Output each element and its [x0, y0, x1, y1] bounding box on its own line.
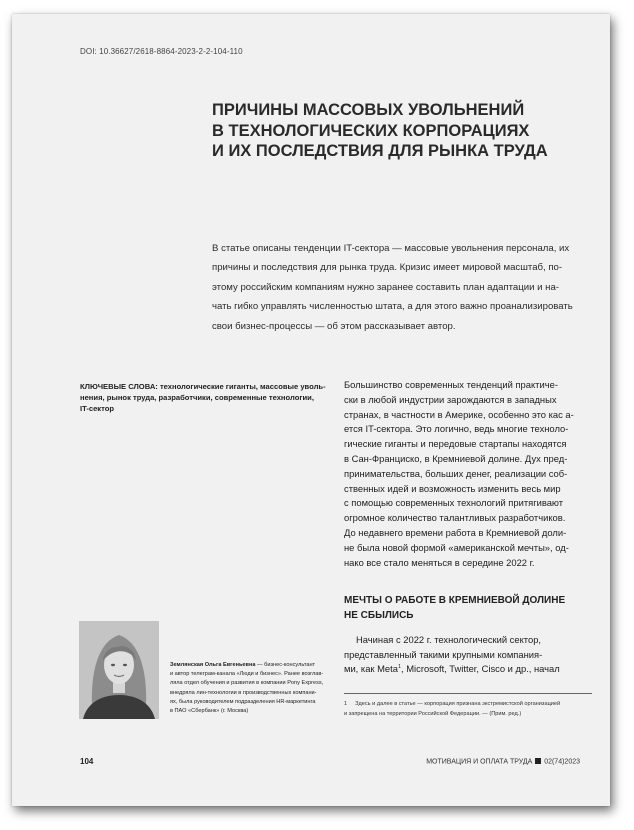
author-bio-line: ляла отдел обучения и развития в компании Pony Express,	[170, 680, 324, 687]
author-bio-line	[170, 661, 330, 670]
author-portrait-image	[79, 621, 159, 719]
square-bullet-icon	[535, 758, 541, 764]
abstract-line: В статье описаны тенденции IT-сектора — массовые увольнения персонала, их	[212, 243, 570, 254]
body-line: До недавнего времени работа в Кремниевой доли-	[344, 526, 567, 538]
doi-line: DOI: 10.36627/2618-8864-2023-2-2-104-110	[80, 47, 243, 56]
article-title	[212, 100, 582, 162]
article-abstract	[212, 239, 590, 336]
author-bio-text: — бизнес-консультант	[255, 662, 316, 668]
abstract-line: свои бизнес-процессы — об этом рассказывает автор.	[212, 320, 456, 332]
title-line: И ИХ ПОСЛЕДСТВИЯ ДЛЯ РЫНКА ТРУДА	[212, 142, 548, 160]
body-line: Большинство современных тенденций практиче-	[344, 379, 558, 390]
footnote	[344, 699, 592, 719]
section-paragraph	[344, 633, 589, 677]
body-line: ски в любой индустрии зарождаются в западных	[344, 393, 557, 405]
footnote-text: Здесь и далее в статье — корпорация признана экстремистской организацией	[355, 701, 561, 707]
body-line: огромное количество талантливых разработчиков.	[344, 512, 566, 524]
body-line: не была новой формой «американской мечты», од-	[344, 541, 569, 553]
abstract-line: этому российским компаниям нужно заранее составить план адаптации и на-	[212, 281, 559, 293]
body-line: странах, в частности в Америке, особенно это кас а-	[344, 408, 574, 420]
author-bio-line: внедряла лин-технологии в производственных компани-	[170, 689, 317, 696]
body-line: принимательства, больших денег, реализации соб-	[344, 467, 568, 479]
section-heading	[344, 594, 589, 623]
body-line: в Сан-Франциско, в Кремниевой долине. Дух пред-	[344, 452, 568, 464]
keywords-line: КЛЮЧЕВЫЕ СЛОВА: технологические гиганты, массовые уволь-	[80, 382, 326, 391]
section-heading-line: НЕ СБЫЛИСЬ	[344, 609, 414, 621]
footnote-line: и запрещена на территории Российской Федерации. — (Прим. ред.)	[344, 711, 522, 717]
body-line: ственных идей и возможность изменить весь мир	[344, 482, 561, 494]
journal-page	[12, 14, 610, 806]
body-line: с помощью современных технологий притягивают	[344, 497, 564, 509]
abstract-line: чать гибко управлять численностью штата, а для этого важно проанализировать	[212, 301, 573, 313]
footnote-divider	[344, 693, 592, 694]
keywords-block	[80, 381, 326, 415]
page-number: 104	[80, 757, 94, 766]
journal-issue: 02(74)2023	[544, 758, 580, 766]
section-line-part: , Microsoft, Twitter, Cisco и др., начал	[401, 663, 560, 675]
author-bio-line: ях, была руководителем подразделения HR-маркетинга	[170, 698, 316, 705]
author-photo	[79, 621, 159, 719]
author-name: Землянская Ольга Евгеньевна	[170, 662, 256, 668]
abstract-line: причины и последствия для рынка труда. Кризис имеет мировой масштаб, по-	[212, 262, 563, 274]
keywords-line: нения, рынок труда, разработчики, современные технологии,	[80, 393, 314, 403]
section-line: Начиная с 2022 г. технологический сектор,	[356, 634, 542, 645]
footnote-ref[interactable]: 1	[397, 664, 402, 671]
title-line: ПРИЧИНЫ МАССОВЫХ УВОЛЬНЕНИЙ	[212, 101, 525, 119]
section-line-part: ми, как Meta	[344, 663, 398, 675]
journal-footer	[426, 758, 580, 766]
footnote-line	[344, 699, 592, 709]
title-line: В ТЕХНОЛОГИЧЕСКИХ КОРПОРАЦИЯХ	[212, 121, 530, 140]
body-paragraph	[344, 378, 589, 570]
keywords-line: IT-сектор	[80, 404, 115, 414]
author-bio	[170, 661, 330, 716]
journal-name: МОТИВАЦИЯ И ОПЛАТА ТРУДА	[426, 758, 533, 766]
author-bio-line: в ПАО «Сбербанк» (г. Москва)	[170, 708, 249, 715]
section-line	[344, 662, 589, 677]
section-heading-line: МЕЧТЫ О РАБОТЕ В КРЕМНИЕВОЙ ДОЛИНЕ	[344, 595, 566, 606]
section-line: представленный такими крупными компания-	[344, 648, 543, 660]
body-line: гические гиганты и передовые стартапы находятся	[344, 438, 567, 450]
author-bio-line: и автор телеграм-канала «Люди и бизнес». Ранее возглав-	[170, 671, 324, 678]
body-line: ется IT-сектора. Это логично, ведь многие техноло-	[344, 423, 569, 435]
footnote-number: 1	[344, 701, 348, 707]
body-line: нако все стало меняться в середине 2022 г.	[344, 556, 535, 568]
